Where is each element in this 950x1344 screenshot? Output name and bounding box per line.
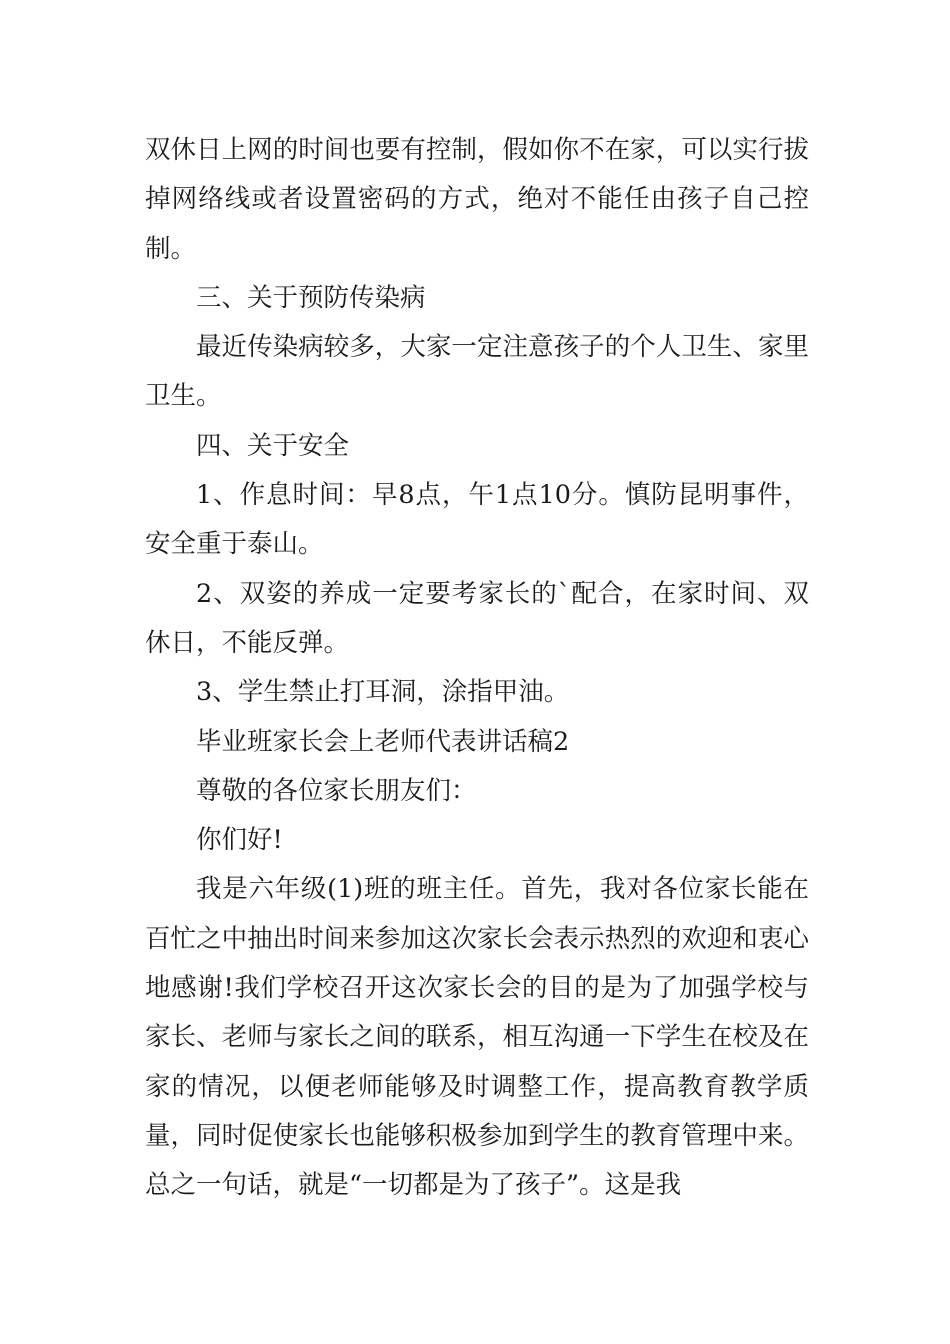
paragraph-posture: 2、双姿的养成一定要考家长的`配合，在家时间、双休日，不能反弹。: [145, 578, 809, 658]
heading-safety: 四、关于安全: [196, 430, 350, 461]
paragraph-internet-control: 双休日上网的时间也要有控制，假如你不在家，可以实行拔掉网络线或者设置密码的方式，绝对不能任由孩子自己控制。: [145, 135, 809, 264]
speech-intro-paragraph: 我是六年级(1)班的班主任。首先，我对各位家长能在百忙之中抽出时间来参加这次家长会表示热烈的欢迎和衷心地感谢!我们学校召开这次家长会的目的是为了加强学校与家长、老师与家长之间的联系，相互沟通一下学生在校及在家的情况，以便老师能够及时调整工作，提高教育教学质量，同时促使家长也能够积极参加到学生的教育管理中来。总之一句话，就是“一切都是为了孩子”。这是我: [145, 874, 809, 1201]
document-body: [145, 126, 809, 1211]
speech-greeting: 你们好!: [196, 825, 283, 856]
heading-disease-prevention: 三、关于预防传染病: [196, 282, 426, 313]
speech-title: 毕业班家长会上老师代表讲话稿2: [196, 726, 570, 757]
paragraph-hygiene: 最近传染病较多，大家一定注意孩子的个人卫生、家里卫生。: [145, 332, 809, 412]
paragraph-ear-piercing: 3、学生禁止打耳洞，涂指甲油。: [196, 677, 570, 708]
speech-salutation: 尊敬的各位家长朋友们：: [196, 775, 477, 806]
paragraph-schedule: 1、作息时间：早8点，午1点10分。慎防昆明事件，安全重于泰山。: [145, 480, 809, 560]
